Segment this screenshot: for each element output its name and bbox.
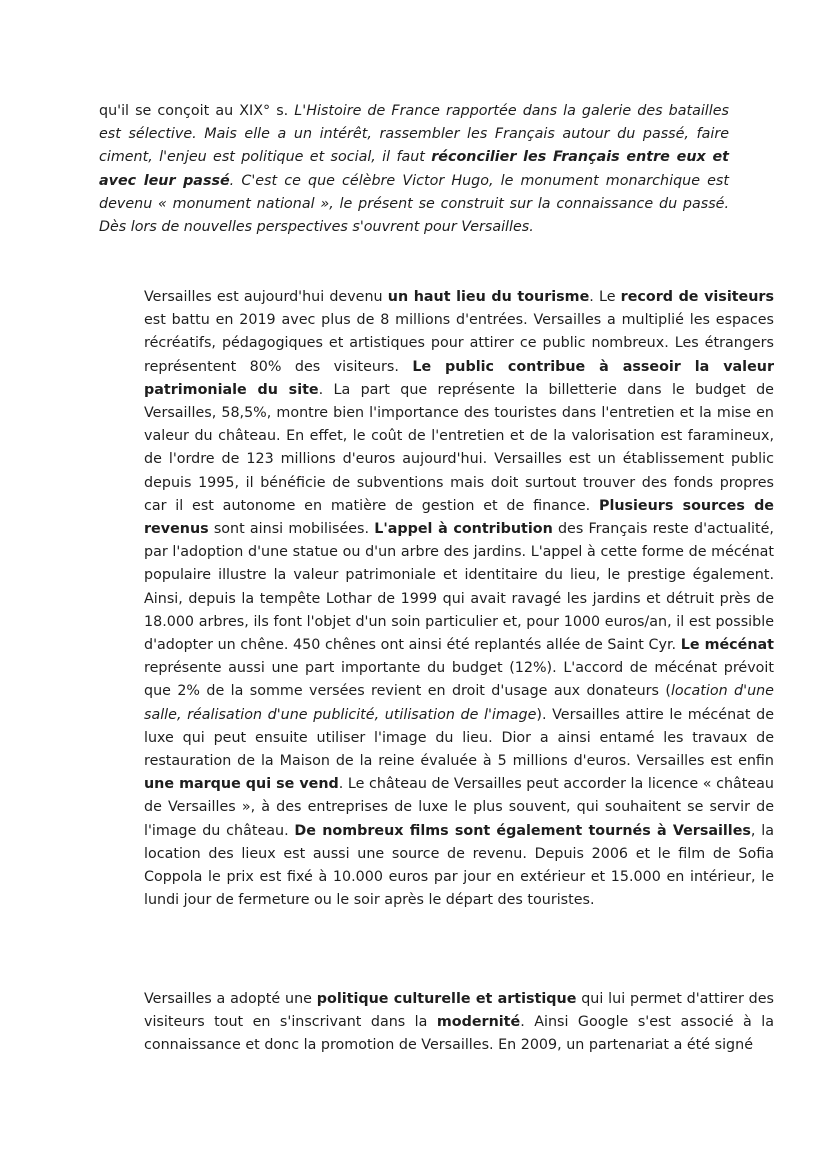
text-segment: réconcilier les Français entre eux et avec leur passé [99,149,730,189]
text-segment: . Le château de Versailles peut accorder la licence « château de Versailles », à des entreprises de luxe le plus souvent, qui souhaitent se servir de l'image du château. [144,776,774,839]
text-segment: politique culturelle et artistique [316,991,577,1007]
text-segment: location d'une salle, réalisation d'une publicité, utilisation de l'image [144,683,774,723]
text-segment: Le public contribue à asseoir la valeur patrimoniale du site [144,358,774,398]
text-segment: est battu en 2019 avec plus de 8 millions d'entrées. Versailles a multiplié les espaces récréatifs, pédagogiques et artistiques pour attirer ce public nombreux. Les étrangers représentent 80% des visiteurs. [144,312,774,375]
text-segment: . Ainsi Google s'est associé à la connaissance et donc la promotion de Versailles. En 2009, un partenariat a été signé [144,1014,774,1054]
text-segment: des Français reste d'actualité, par l'adoption d'une statue ou d'un arbre des jardins. L'appel à cette forme de mécénat populaire illustre la valeur patrimoniale et identitaire du lieu, le prestige également. Ainsi, depuis la tempête Lothar de 1999 qui avait ravagé les jardins et détruit près de 18.000 arbres, ils font l'objet d'un soin particulier et, pour 1000 euros/an, il est possible d'adopter un chêne. 450 chênes ont ainsi été replantés allée de Saint Cyr. [144,521,774,654]
text-segment: record de visiteurs [620,289,774,305]
text-segment: . La part que représente la billetterie dans le budget de Versailles, 58,5%, montre bien l'importance des touristes dans l'entretien et la mise en valeur du château. En effet, le coût de l'entretien et de la valorisation est faramineux, de l'ordre de 123 millions d'euros aujourd'hui. Versailles est un établissement public depuis 1995, il bénéficie de subventions mais doit surtout trouver des fonds propres car il est autonome en matière de gestion et de finance. [144,381,774,514]
text-segment: , la location des lieux est aussi une source de revenu. Depuis 2006 et le film de Sofia Coppola le prix est fixé à 10.000 euros par jour en extérieur et 15.000 en intérieur, le lundi jour de fermeture ou le soir après le départ des touristes. [144,822,774,909]
text-segment: ). Versailles attire le mécénat de luxe qui peut ensuite utiliser l'image du lieu. Dior a ainsi entamé les travaux de restauration de la Maison de la reine évaluée à 5 millions d'euros. Versailles est enfin [144,706,774,770]
text-segment: Le mécénat [680,637,774,654]
text-segment: Versailles a adopté une [144,991,317,1007]
text-segment: qu'il se conçoit au XIX° s. [99,103,295,119]
paragraph-tourism [99,286,774,912]
paragraph-cultural-policy [99,988,774,1058]
text-segment: . Le [589,289,621,305]
text-segment: modernité [436,1014,521,1031]
text-segment: un haut lieu du tourisme [387,289,590,305]
text-segment: une marque qui se vend [144,776,339,793]
text-segment: L'appel à contribution [374,521,553,538]
paragraph-intro-continuation [99,100,729,239]
text-segment: L'Histoire de France rapportée dans la galerie des batailles est sélective. Mais elle a un intérêt, rassembler les Français autour du passé, faire ciment, l'enjeu est politique et social, il faut [99,103,729,166]
text-segment: représente aussi une part importante du budget (12%). L'accord de mécénat prévoit que 2% de la somme versées revient en droit d'usage aux donateurs ( [144,660,774,700]
text-segment: qui lui permet d'attirer des visiteurs tout en s'inscrivant dans la [144,991,775,1031]
text-segment: Versailles est aujourd'hui devenu [144,289,388,305]
text-segment: sont ainsi mobilisées. [208,521,375,538]
text-segment: De nombreux films sont également tournés à Versailles [294,822,751,839]
text-segment: Plusieurs sources de revenus [144,497,774,538]
text-segment: . C'est ce que célèbre Victor Hugo, le monument monarchique est devenu « monument national », le présent se construit sur la connaissance du passé. Dès lors de nouvelles perspectives s'ouvrent pour Versailles. [99,172,729,236]
